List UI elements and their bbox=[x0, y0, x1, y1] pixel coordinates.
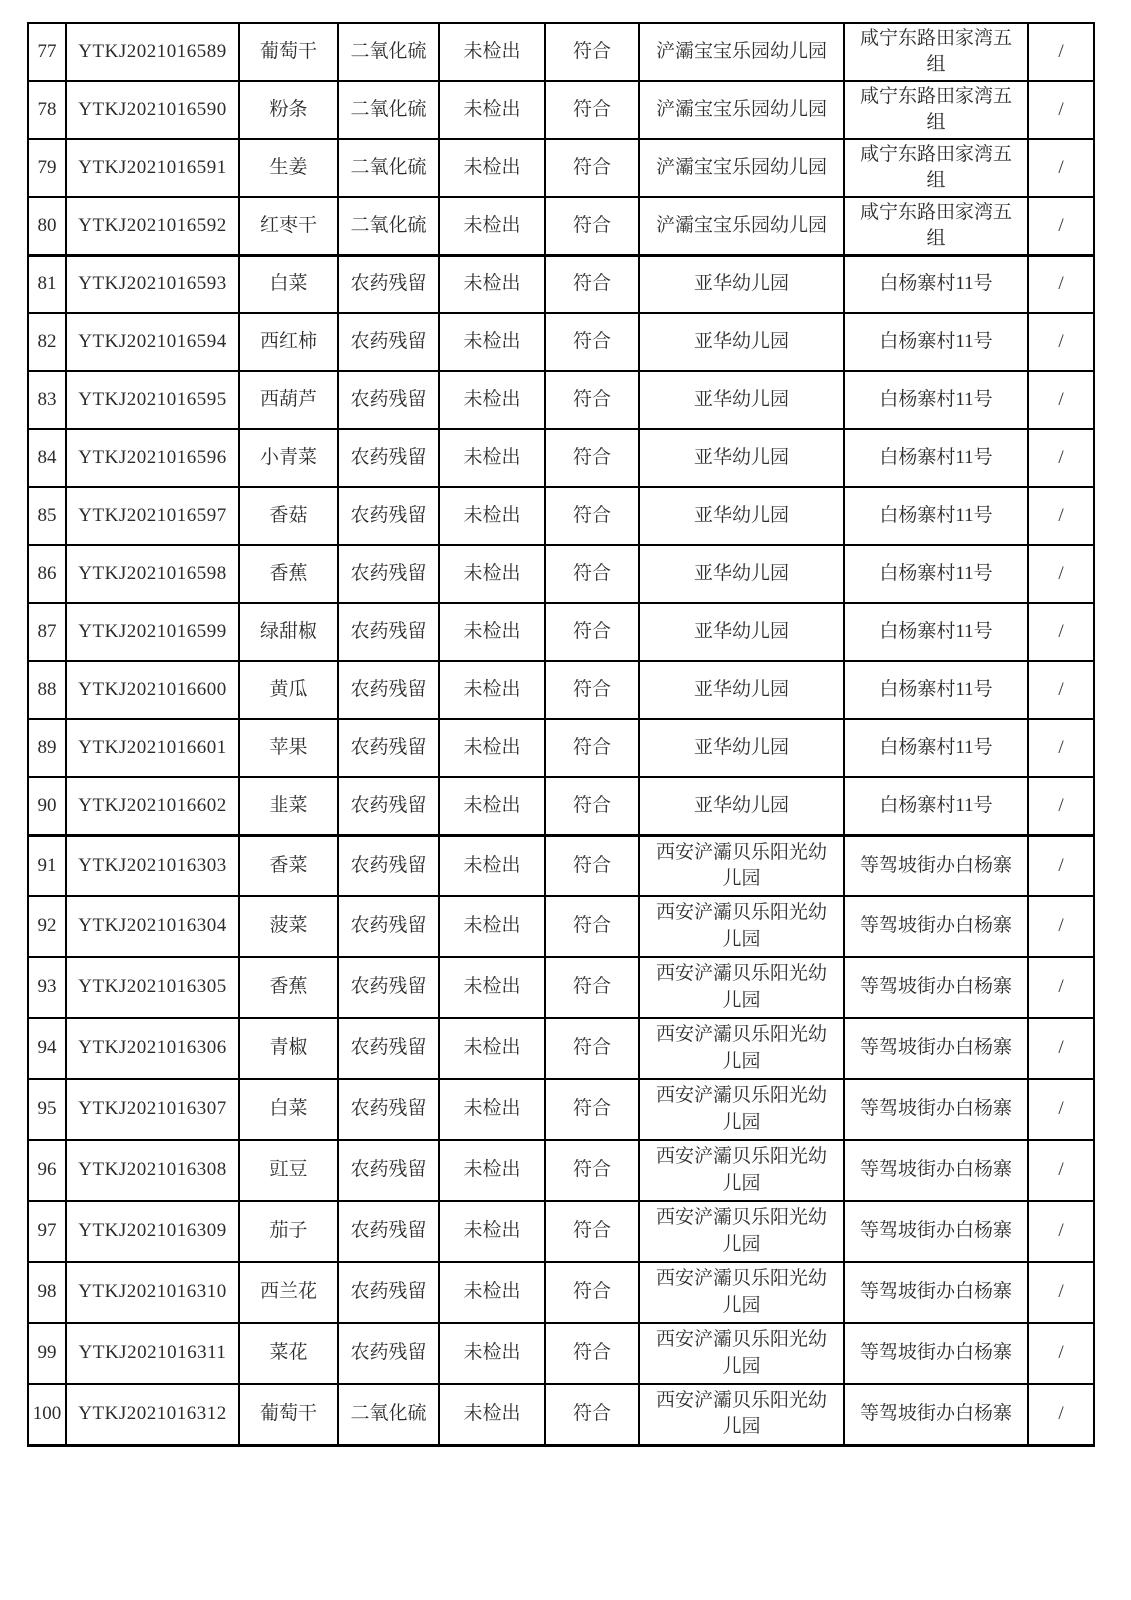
test-item-cell: 农药残留 bbox=[338, 896, 439, 957]
sample-name-cell: 葡萄干 bbox=[239, 23, 338, 81]
remark-cell: / bbox=[1028, 1323, 1094, 1384]
org-address-cell bbox=[844, 957, 1028, 1018]
conclusion-cell: 符合 bbox=[545, 371, 639, 429]
conclusion-cell: 符合 bbox=[545, 719, 639, 777]
row-number-cell: 98 bbox=[28, 1262, 66, 1323]
org-address-text: 白杨寨村11号 bbox=[879, 736, 993, 758]
sample-id-cell: YTKJ2021016591 bbox=[66, 139, 239, 197]
row-number-cell: 79 bbox=[28, 139, 66, 197]
sample-id-cell: YTKJ2021016308 bbox=[66, 1140, 239, 1201]
org-address-text: 咸宁东路田家湾五组 bbox=[859, 85, 1012, 133]
org-address-cell bbox=[844, 197, 1028, 255]
sampled-org-cell bbox=[639, 1140, 844, 1201]
document-page bbox=[27, 22, 1095, 1447]
sample-name-cell: 青椒 bbox=[239, 1018, 338, 1079]
sample-name-cell: 黄瓜 bbox=[239, 661, 338, 719]
row-number-cell: 100 bbox=[28, 1384, 66, 1445]
test-result-cell: 未检出 bbox=[439, 1018, 545, 1079]
test-item-cell: 农药残留 bbox=[338, 603, 439, 661]
sampled-org-cell bbox=[639, 197, 844, 255]
test-result-cell: 未检出 bbox=[439, 719, 545, 777]
test-result-cell: 未检出 bbox=[439, 371, 545, 429]
test-item-cell: 农药残留 bbox=[338, 313, 439, 371]
table-row bbox=[28, 661, 1094, 719]
table-row bbox=[28, 23, 1094, 81]
org-address-cell bbox=[844, 1140, 1028, 1201]
test-result-cell: 未检出 bbox=[439, 313, 545, 371]
org-address-text: 等驾坡街办白杨寨 bbox=[859, 1037, 1012, 1059]
test-result-cell: 未检出 bbox=[439, 957, 545, 1018]
test-item-cell: 农药残留 bbox=[338, 1323, 439, 1384]
row-number-cell: 96 bbox=[28, 1140, 66, 1201]
org-address-text: 等驾坡街办白杨寨 bbox=[859, 1342, 1012, 1364]
conclusion-cell: 符合 bbox=[545, 777, 639, 835]
row-number-cell: 90 bbox=[28, 777, 66, 835]
org-address-cell bbox=[844, 777, 1028, 835]
sampled-org-cell bbox=[639, 1201, 844, 1262]
test-result-cell: 未检出 bbox=[439, 603, 545, 661]
sample-name-cell: 红枣干 bbox=[239, 197, 338, 255]
conclusion-cell: 符合 bbox=[545, 603, 639, 661]
org-address-cell bbox=[844, 313, 1028, 371]
table-row bbox=[28, 1140, 1094, 1201]
sampled-org-text: 浐灞宝宝乐园幼儿园 bbox=[655, 214, 827, 236]
test-item-cell: 农药残留 bbox=[338, 545, 439, 603]
sampled-org-text: 亚华幼儿园 bbox=[693, 678, 789, 700]
test-item-cell: 农药残留 bbox=[338, 777, 439, 835]
sampled-org-text: 亚华幼儿园 bbox=[693, 504, 789, 526]
test-item-cell: 农药残留 bbox=[338, 835, 439, 896]
org-address-text: 白杨寨村11号 bbox=[879, 446, 993, 468]
remark-cell: / bbox=[1028, 1262, 1094, 1323]
remark-cell: / bbox=[1028, 777, 1094, 835]
remark-cell: / bbox=[1028, 23, 1094, 81]
sampled-org-cell bbox=[639, 487, 844, 545]
sample-name-cell: 菜花 bbox=[239, 1323, 338, 1384]
sampled-org-cell bbox=[639, 313, 844, 371]
sample-name-cell: 葡萄干 bbox=[239, 1384, 338, 1445]
remark-cell: / bbox=[1028, 1201, 1094, 1262]
sample-name-cell: 粉条 bbox=[239, 81, 338, 139]
org-address-cell bbox=[844, 719, 1028, 777]
test-item-cell: 二氧化硫 bbox=[338, 1384, 439, 1445]
conclusion-cell: 符合 bbox=[545, 957, 639, 1018]
table-row bbox=[28, 1384, 1094, 1445]
test-result-cell: 未检出 bbox=[439, 545, 545, 603]
table-row bbox=[28, 1323, 1094, 1384]
sampled-org-cell bbox=[639, 1262, 844, 1323]
sampled-org-cell bbox=[639, 429, 844, 487]
sampled-org-text: 西安浐灞贝乐阳光幼儿园 bbox=[655, 1024, 827, 1072]
row-number-cell: 86 bbox=[28, 545, 66, 603]
org-address-cell bbox=[844, 371, 1028, 429]
sampled-org-text: 亚华幼儿园 bbox=[693, 273, 789, 295]
org-address-text: 等驾坡街办白杨寨 bbox=[859, 1098, 1012, 1120]
remark-cell: / bbox=[1028, 835, 1094, 896]
sampled-org-text: 亚华幼儿园 bbox=[693, 736, 789, 758]
org-address-cell bbox=[844, 23, 1028, 81]
conclusion-cell: 符合 bbox=[545, 1079, 639, 1140]
sampled-org-cell bbox=[639, 957, 844, 1018]
test-item-cell: 二氧化硫 bbox=[338, 23, 439, 81]
sampled-org-text: 亚华幼儿园 bbox=[693, 446, 789, 468]
test-result-cell: 未检出 bbox=[439, 197, 545, 255]
table-row bbox=[28, 1262, 1094, 1323]
conclusion-cell: 符合 bbox=[545, 429, 639, 487]
test-item-cell: 农药残留 bbox=[338, 1201, 439, 1262]
table-row bbox=[28, 545, 1094, 603]
remark-cell: / bbox=[1028, 896, 1094, 957]
test-item-cell: 农药残留 bbox=[338, 719, 439, 777]
table-row bbox=[28, 719, 1094, 777]
conclusion-cell: 符合 bbox=[545, 1323, 639, 1384]
sample-id-cell: YTKJ2021016602 bbox=[66, 777, 239, 835]
row-number-cell: 92 bbox=[28, 896, 66, 957]
sampled-org-text: 西安浐灞贝乐阳光幼儿园 bbox=[655, 963, 827, 1011]
test-result-cell: 未检出 bbox=[439, 777, 545, 835]
row-number-cell: 89 bbox=[28, 719, 66, 777]
org-address-text: 咸宁东路田家湾五组 bbox=[859, 143, 1012, 191]
table-row bbox=[28, 313, 1094, 371]
sampled-org-cell bbox=[639, 371, 844, 429]
table-row bbox=[28, 139, 1094, 197]
org-address-text: 咸宁东路田家湾五组 bbox=[859, 201, 1012, 249]
sampled-org-cell bbox=[639, 1384, 844, 1445]
test-item-cell: 农药残留 bbox=[338, 1140, 439, 1201]
sampled-org-cell bbox=[639, 23, 844, 81]
org-address-text: 白杨寨村11号 bbox=[879, 330, 993, 352]
sample-name-cell: 西葫芦 bbox=[239, 371, 338, 429]
row-number-cell: 87 bbox=[28, 603, 66, 661]
table-row bbox=[28, 835, 1094, 896]
table-row bbox=[28, 1079, 1094, 1140]
sampled-org-cell bbox=[639, 896, 844, 957]
sampled-org-text: 西安浐灞贝乐阳光幼儿园 bbox=[655, 1329, 827, 1377]
org-address-text: 白杨寨村11号 bbox=[879, 273, 993, 295]
sample-name-cell: 茄子 bbox=[239, 1201, 338, 1262]
table-row bbox=[28, 777, 1094, 835]
table-row bbox=[28, 197, 1094, 255]
conclusion-cell: 符合 bbox=[545, 1140, 639, 1201]
sample-id-cell: YTKJ2021016304 bbox=[66, 896, 239, 957]
conclusion-cell: 符合 bbox=[545, 255, 639, 313]
org-address-text: 等驾坡街办白杨寨 bbox=[859, 1220, 1012, 1242]
remark-cell: / bbox=[1028, 1140, 1094, 1201]
table-row bbox=[28, 429, 1094, 487]
test-result-cell: 未检出 bbox=[439, 487, 545, 545]
test-item-cell: 农药残留 bbox=[338, 429, 439, 487]
sampled-org-text: 西安浐灞贝乐阳光幼儿园 bbox=[655, 1390, 827, 1438]
sampled-org-cell bbox=[639, 1018, 844, 1079]
org-address-text: 白杨寨村11号 bbox=[879, 794, 993, 816]
sample-name-cell: 菠菜 bbox=[239, 896, 338, 957]
sample-id-cell: YTKJ2021016596 bbox=[66, 429, 239, 487]
remark-cell: / bbox=[1028, 1384, 1094, 1445]
row-number-cell: 94 bbox=[28, 1018, 66, 1079]
org-address-cell bbox=[844, 1079, 1028, 1140]
sample-id-cell: YTKJ2021016306 bbox=[66, 1018, 239, 1079]
org-address-text: 等驾坡街办白杨寨 bbox=[859, 1281, 1012, 1303]
table-row bbox=[28, 1201, 1094, 1262]
sample-name-cell: 香菜 bbox=[239, 835, 338, 896]
test-result-cell: 未检出 bbox=[439, 896, 545, 957]
test-result-cell: 未检出 bbox=[439, 1262, 545, 1323]
row-number-cell: 88 bbox=[28, 661, 66, 719]
remark-cell: / bbox=[1028, 603, 1094, 661]
org-address-cell bbox=[844, 139, 1028, 197]
org-address-text: 等驾坡街办白杨寨 bbox=[859, 854, 1012, 876]
sampled-org-cell bbox=[639, 139, 844, 197]
test-item-cell: 农药残留 bbox=[338, 1018, 439, 1079]
sampled-org-cell bbox=[639, 81, 844, 139]
test-result-cell: 未检出 bbox=[439, 1079, 545, 1140]
sampled-org-cell bbox=[639, 1323, 844, 1384]
conclusion-cell: 符合 bbox=[545, 1201, 639, 1262]
remark-cell: / bbox=[1028, 197, 1094, 255]
org-address-text: 白杨寨村11号 bbox=[879, 620, 993, 642]
sample-id-cell: YTKJ2021016303 bbox=[66, 835, 239, 896]
sample-id-cell: YTKJ2021016590 bbox=[66, 81, 239, 139]
test-item-cell: 农药残留 bbox=[338, 661, 439, 719]
test-item-cell: 农药残留 bbox=[338, 1262, 439, 1323]
org-address-text: 白杨寨村11号 bbox=[879, 388, 993, 410]
remark-cell: / bbox=[1028, 1079, 1094, 1140]
test-result-cell: 未检出 bbox=[439, 429, 545, 487]
row-number-cell: 80 bbox=[28, 197, 66, 255]
sampled-org-text: 亚华幼儿园 bbox=[693, 620, 789, 642]
sample-name-cell: 香蕉 bbox=[239, 545, 338, 603]
sampled-org-text: 西安浐灞贝乐阳光幼儿园 bbox=[655, 1085, 827, 1133]
row-number-cell: 81 bbox=[28, 255, 66, 313]
sampled-org-text: 西安浐灞贝乐阳光幼儿园 bbox=[655, 1207, 827, 1255]
remark-cell: / bbox=[1028, 719, 1094, 777]
remark-cell: / bbox=[1028, 545, 1094, 603]
org-address-cell bbox=[844, 255, 1028, 313]
sampled-org-text: 亚华幼儿园 bbox=[693, 330, 789, 352]
table-row bbox=[28, 957, 1094, 1018]
table-row bbox=[28, 1018, 1094, 1079]
sample-id-cell: YTKJ2021016310 bbox=[66, 1262, 239, 1323]
remark-cell: / bbox=[1028, 255, 1094, 313]
sample-id-cell: YTKJ2021016311 bbox=[66, 1323, 239, 1384]
row-number-cell: 91 bbox=[28, 835, 66, 896]
sampled-org-text: 浐灞宝宝乐园幼儿园 bbox=[655, 156, 827, 178]
org-address-cell bbox=[844, 896, 1028, 957]
sample-name-cell: 香蕉 bbox=[239, 957, 338, 1018]
sample-id-cell: YTKJ2021016594 bbox=[66, 313, 239, 371]
org-address-cell bbox=[844, 661, 1028, 719]
sampled-org-cell bbox=[639, 603, 844, 661]
test-result-cell: 未检出 bbox=[439, 1323, 545, 1384]
test-result-cell: 未检出 bbox=[439, 835, 545, 896]
sampled-org-text: 西安浐灞贝乐阳光幼儿园 bbox=[655, 902, 827, 950]
remark-cell: / bbox=[1028, 1018, 1094, 1079]
row-number-cell: 93 bbox=[28, 957, 66, 1018]
org-address-cell bbox=[844, 81, 1028, 139]
remark-cell: / bbox=[1028, 429, 1094, 487]
test-result-cell: 未检出 bbox=[439, 255, 545, 313]
conclusion-cell: 符合 bbox=[545, 835, 639, 896]
sample-id-cell: YTKJ2021016597 bbox=[66, 487, 239, 545]
conclusion-cell: 符合 bbox=[545, 1384, 639, 1445]
sampled-org-text: 亚华幼儿园 bbox=[693, 562, 789, 584]
org-address-cell bbox=[844, 1018, 1028, 1079]
test-item-cell: 二氧化硫 bbox=[338, 81, 439, 139]
org-address-text: 等驾坡街办白杨寨 bbox=[859, 976, 1012, 998]
sample-name-cell: 豇豆 bbox=[239, 1140, 338, 1201]
sampled-org-text: 浐灞宝宝乐园幼儿园 bbox=[655, 98, 827, 120]
table-row bbox=[28, 896, 1094, 957]
sample-name-cell: 白菜 bbox=[239, 1079, 338, 1140]
org-address-cell bbox=[844, 429, 1028, 487]
org-address-cell bbox=[844, 603, 1028, 661]
conclusion-cell: 符合 bbox=[545, 487, 639, 545]
sampled-org-cell bbox=[639, 255, 844, 313]
test-result-cell: 未检出 bbox=[439, 1201, 545, 1262]
sample-id-cell: YTKJ2021016600 bbox=[66, 661, 239, 719]
remark-cell: / bbox=[1028, 139, 1094, 197]
remark-cell: / bbox=[1028, 957, 1094, 1018]
remark-cell: / bbox=[1028, 487, 1094, 545]
sampled-org-text: 亚华幼儿园 bbox=[693, 388, 789, 410]
conclusion-cell: 符合 bbox=[545, 545, 639, 603]
conclusion-cell: 符合 bbox=[545, 896, 639, 957]
sampled-org-text: 西安浐灞贝乐阳光幼儿园 bbox=[655, 1146, 827, 1194]
sample-name-cell: 苹果 bbox=[239, 719, 338, 777]
sampled-org-cell bbox=[639, 835, 844, 896]
org-address-cell bbox=[844, 487, 1028, 545]
sample-id-cell: YTKJ2021016595 bbox=[66, 371, 239, 429]
test-result-cell: 未检出 bbox=[439, 23, 545, 81]
org-address-cell bbox=[844, 545, 1028, 603]
conclusion-cell: 符合 bbox=[545, 661, 639, 719]
org-address-cell bbox=[844, 1384, 1028, 1445]
sample-id-cell: YTKJ2021016589 bbox=[66, 23, 239, 81]
org-address-text: 等驾坡街办白杨寨 bbox=[859, 915, 1012, 937]
sampled-org-cell bbox=[639, 661, 844, 719]
org-address-cell bbox=[844, 835, 1028, 896]
conclusion-cell: 符合 bbox=[545, 23, 639, 81]
conclusion-cell: 符合 bbox=[545, 313, 639, 371]
org-address-cell bbox=[844, 1323, 1028, 1384]
row-number-cell: 77 bbox=[28, 23, 66, 81]
row-number-cell: 84 bbox=[28, 429, 66, 487]
row-number-cell: 78 bbox=[28, 81, 66, 139]
org-address-text: 等驾坡街办白杨寨 bbox=[859, 1403, 1012, 1425]
sample-id-cell: YTKJ2021016593 bbox=[66, 255, 239, 313]
row-number-cell: 83 bbox=[28, 371, 66, 429]
sample-name-cell: 绿甜椒 bbox=[239, 603, 338, 661]
org-address-cell bbox=[844, 1201, 1028, 1262]
conclusion-cell: 符合 bbox=[545, 81, 639, 139]
sample-name-cell: 小青菜 bbox=[239, 429, 338, 487]
remark-cell: / bbox=[1028, 81, 1094, 139]
row-number-cell: 85 bbox=[28, 487, 66, 545]
sampled-org-cell bbox=[639, 1079, 844, 1140]
sample-name-cell: 生姜 bbox=[239, 139, 338, 197]
sample-name-cell: 白菜 bbox=[239, 255, 338, 313]
conclusion-cell: 符合 bbox=[545, 1262, 639, 1323]
sample-id-cell: YTKJ2021016599 bbox=[66, 603, 239, 661]
org-address-text: 白杨寨村11号 bbox=[879, 562, 993, 584]
org-address-cell bbox=[844, 1262, 1028, 1323]
sample-name-cell: 西红柿 bbox=[239, 313, 338, 371]
conclusion-cell: 符合 bbox=[545, 139, 639, 197]
sampled-org-cell bbox=[639, 545, 844, 603]
conclusion-cell: 符合 bbox=[545, 1018, 639, 1079]
test-result-cell: 未检出 bbox=[439, 1384, 545, 1445]
sample-id-cell: YTKJ2021016312 bbox=[66, 1384, 239, 1445]
test-result-cell: 未检出 bbox=[439, 139, 545, 197]
row-number-cell: 99 bbox=[28, 1323, 66, 1384]
remark-cell: / bbox=[1028, 661, 1094, 719]
table-row bbox=[28, 81, 1094, 139]
table-row bbox=[28, 487, 1094, 545]
sampled-org-text: 浐灞宝宝乐园幼儿园 bbox=[655, 40, 827, 62]
test-result-cell: 未检出 bbox=[439, 1140, 545, 1201]
sample-id-cell: YTKJ2021016592 bbox=[66, 197, 239, 255]
row-number-cell: 82 bbox=[28, 313, 66, 371]
test-item-cell: 农药残留 bbox=[338, 1079, 439, 1140]
sampled-org-text: 西安浐灞贝乐阳光幼儿园 bbox=[655, 1268, 827, 1316]
sample-id-cell: YTKJ2021016307 bbox=[66, 1079, 239, 1140]
remark-cell: / bbox=[1028, 371, 1094, 429]
org-address-text: 白杨寨村11号 bbox=[879, 504, 993, 526]
table-row bbox=[28, 603, 1094, 661]
sample-name-cell: 韭菜 bbox=[239, 777, 338, 835]
test-result-cell: 未检出 bbox=[439, 81, 545, 139]
sample-id-cell: YTKJ2021016305 bbox=[66, 957, 239, 1018]
sample-name-cell: 西兰花 bbox=[239, 1262, 338, 1323]
table-row bbox=[28, 371, 1094, 429]
row-number-cell: 95 bbox=[28, 1079, 66, 1140]
sample-id-cell: YTKJ2021016309 bbox=[66, 1201, 239, 1262]
test-item-cell: 农药残留 bbox=[338, 255, 439, 313]
sampled-org-text: 西安浐灞贝乐阳光幼儿园 bbox=[655, 841, 827, 889]
sampled-org-cell bbox=[639, 777, 844, 835]
sample-name-cell: 香菇 bbox=[239, 487, 338, 545]
sample-id-cell: YTKJ2021016598 bbox=[66, 545, 239, 603]
test-item-cell: 农药残留 bbox=[338, 371, 439, 429]
inspection-results-table bbox=[27, 22, 1095, 1447]
test-item-cell: 二氧化硫 bbox=[338, 197, 439, 255]
test-result-cell: 未检出 bbox=[439, 661, 545, 719]
test-item-cell: 农药残留 bbox=[338, 957, 439, 1018]
remark-cell: / bbox=[1028, 313, 1094, 371]
sample-id-cell: YTKJ2021016601 bbox=[66, 719, 239, 777]
sampled-org-cell bbox=[639, 719, 844, 777]
org-address-text: 咸宁东路田家湾五组 bbox=[859, 27, 1012, 75]
table-row bbox=[28, 255, 1094, 313]
org-address-text: 等驾坡街办白杨寨 bbox=[859, 1159, 1012, 1181]
sampled-org-text: 亚华幼儿园 bbox=[693, 794, 789, 816]
row-number-cell: 97 bbox=[28, 1201, 66, 1262]
test-item-cell: 农药残留 bbox=[338, 487, 439, 545]
test-item-cell: 二氧化硫 bbox=[338, 139, 439, 197]
org-address-text: 白杨寨村11号 bbox=[879, 678, 993, 700]
conclusion-cell: 符合 bbox=[545, 197, 639, 255]
